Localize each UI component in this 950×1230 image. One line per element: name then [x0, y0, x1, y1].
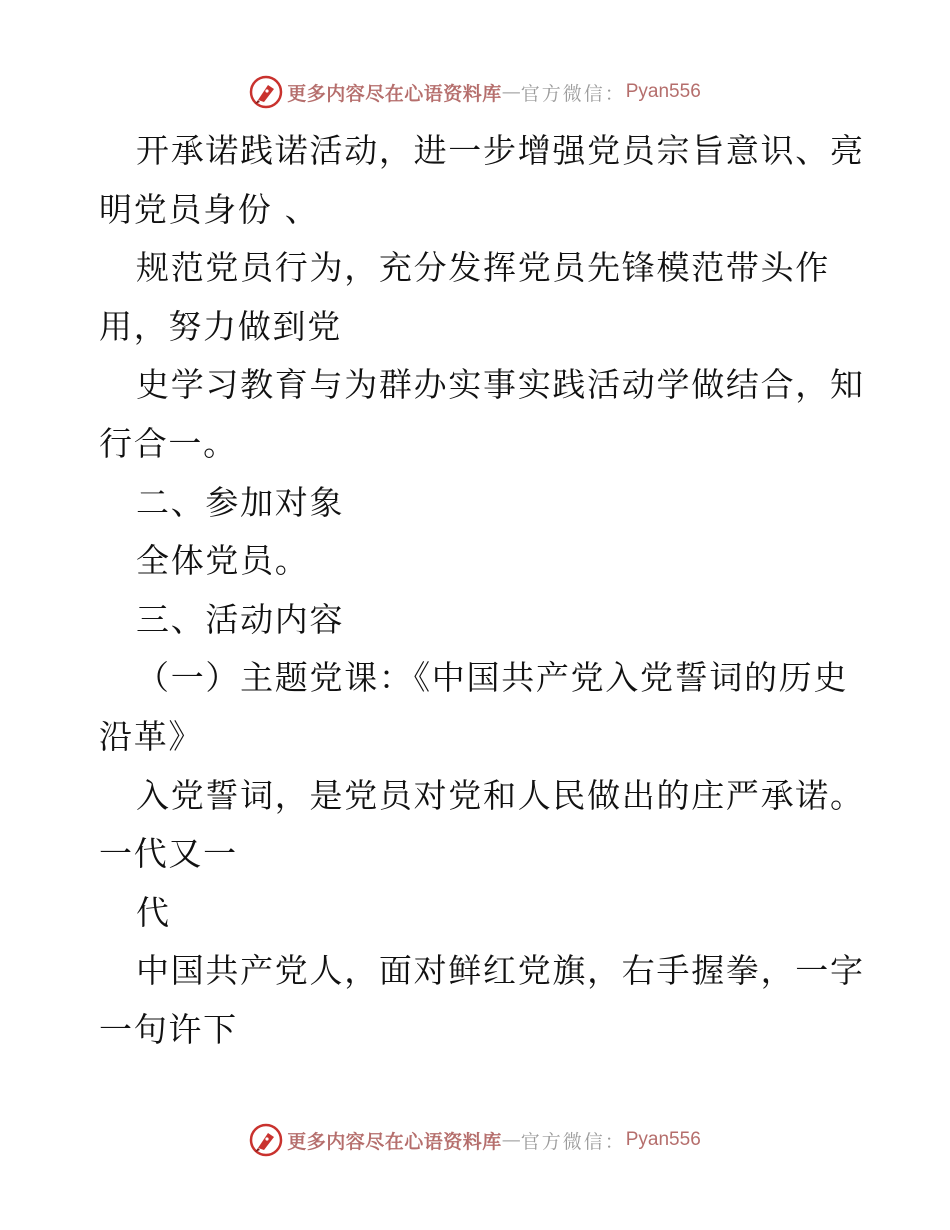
- text-line: 一句许下: [99, 1009, 238, 1049]
- watermark-separator: —: [501, 1129, 521, 1151]
- watermark-text: 更多内容尽在心语资料库: [287, 1130, 502, 1153]
- text-line: 中国共产党人，面对鲜红党旗，右手握拳，一字: [136, 951, 865, 991]
- text-line: 开承诺践诺活动，进一步增强党员宗旨意识、亮: [136, 131, 865, 170]
- pen-logo-icon: [249, 75, 283, 109]
- text-line: 用，努力做到党: [99, 306, 342, 346]
- text-line: 规范党员行为，充分发挥党员先锋模范带头作: [136, 248, 830, 288]
- pen-logo-icon: [249, 1123, 283, 1157]
- text-line: （一）主题党课：《中国共产党入党誓词的历史: [136, 658, 849, 698]
- watermark-wechat-id: Pyan556: [625, 81, 701, 102]
- watermark-banner-top: [0, 70, 950, 114]
- text-line: 一代又一: [99, 834, 238, 874]
- text-line: 二、参加对象: [136, 482, 345, 522]
- watermark-wechat-label: 官方微信：: [520, 1130, 626, 1153]
- text-line: 入党誓词，是党员对党和人民做出的庄严承诺。: [136, 775, 865, 815]
- text-line: 代: [136, 892, 171, 932]
- text-line: 沿革》: [99, 716, 204, 756]
- watermark-text: 更多内容尽在心语资料库: [287, 82, 502, 105]
- watermark-separator: —: [501, 81, 521, 103]
- text-line: 行合一。: [99, 423, 238, 463]
- document-body: [99, 122, 865, 1060]
- text-line: 史学习教育与为群办实事实践活动学做结合，知: [136, 365, 865, 405]
- text-line: 全体党员。: [136, 541, 310, 581]
- text-line: 三、活动内容: [136, 599, 345, 639]
- watermark-banner-bottom: [0, 1118, 950, 1162]
- text-line: 明党员身份 、: [99, 189, 320, 229]
- watermark-wechat-id: Pyan556: [625, 1129, 701, 1150]
- watermark-wechat-label: 官方微信：: [520, 82, 626, 105]
